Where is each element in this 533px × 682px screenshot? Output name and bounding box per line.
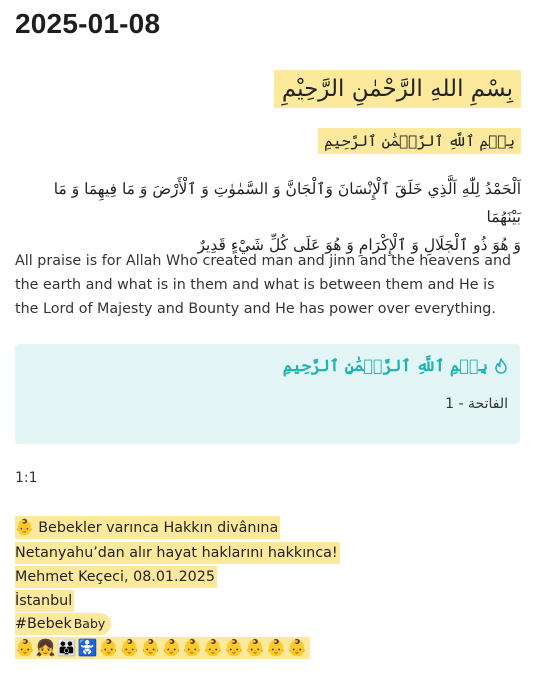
hashtag[interactable] [15,613,111,635]
hashtag-sub: Baby [73,616,106,631]
flame-icon [494,358,508,374]
bismillah-heading: بِسْمِ اللهِ الرَّحْمٰنِ الرَّحِيْمِ [274,70,521,108]
poem-location: İstanbul [15,590,74,612]
callout-box[interactable] [15,344,520,444]
poem-line-1-text: Bebekler varınca Hakkın divânına [38,520,279,536]
arabic-verse-line-1: اَلْحَمْدُ لِلّٰهِ اَلَّذِي خَلَقَ ٱلْإِنْسَانَ وَٱلْجَانَّ وَ السَّمٰوٰتِ وَ ٱلْأَرْضَ وَ مَا فِيهِمَا وَ مَا بَيْنَهُمَا [53,180,521,226]
page-title: 2025-01-08 [15,8,161,39]
arabic-verse-line-2: وَ هُوَ ذُو ٱلْجَلَالِ وَ ٱلْإِكْرَامِ وَ هُوَ عَلَى كُلِّ شَيْءٍ قَدِيرٌ [197,236,521,254]
verse-reference: 1:1 [15,470,38,486]
arabic-verse [15,175,521,259]
poem-line-2: Netanyahu’dan alır hayat haklarını hakkınca! [15,542,340,564]
callout-title [283,356,508,375]
emoji-row: 👶👧👪🚼👶👶👶👶👶👶👶👶👶👶 [15,638,308,657]
english-translation: All praise is for Allah Who created man and jinn and the heavens and the earth and what is in them and what is between them and He is the Lord of Majesty and Bounty and He has power over everything. [15,253,512,317]
callout-body: الفاتحة - 1 [445,396,508,412]
callout-title-text: بِسۡمِ ٱللَّهِ ٱلرَّحۡمَٰنِ ٱلرَّحِيمِ [282,356,488,375]
poem-author: Mehmet Keçeci, 08.01.2025 [15,566,217,588]
poem-line-1 [15,516,280,539]
baby-icon: 👶 [15,518,34,536]
bismillah-subheading: بِسۡمِ ٱللَّهِ ٱلرَّحۡمَٰنِ ٱلرَّحِيمِ [318,128,521,154]
hashtag-text: #Bebek [15,616,72,632]
